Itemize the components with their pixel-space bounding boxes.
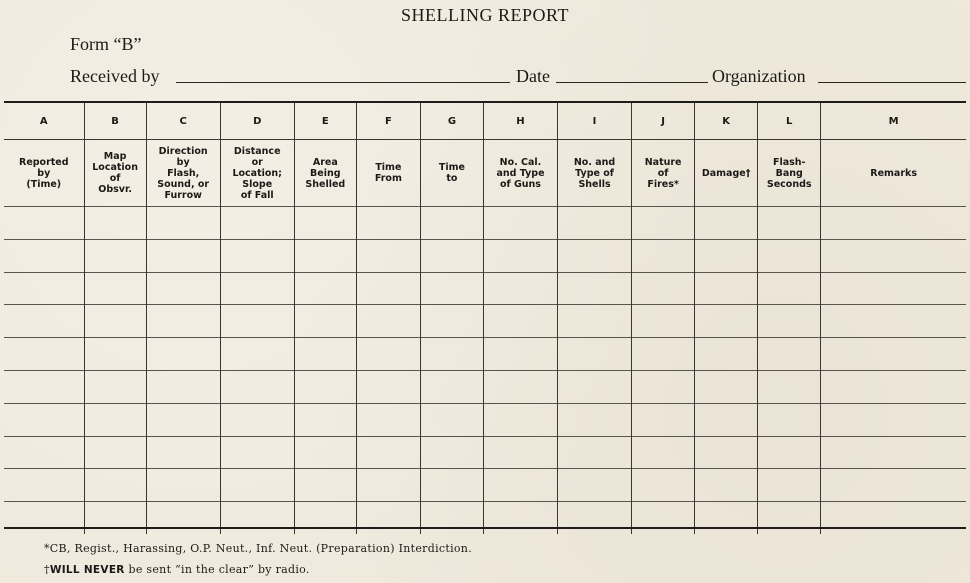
column-header-label: Direction by Flash, Sound, or Furrow [157,145,210,201]
organization-label: Organization [712,66,806,86]
entry-cell[interactable] [558,403,632,436]
entry-cell[interactable] [294,469,356,502]
entry-cell[interactable] [84,338,146,371]
entry-cell[interactable] [558,207,632,240]
entry-cell[interactable] [758,338,821,371]
column-header [84,140,146,207]
entry-cell[interactable] [558,370,632,403]
entry-cell[interactable] [220,403,294,436]
entry-cell[interactable] [146,305,220,338]
column-header-label: Reported by (Time) [19,156,69,190]
entry-cell[interactable] [4,436,84,469]
entry-cell[interactable] [146,436,220,469]
column-header-label: Flash- Bang Seconds [766,156,812,190]
entry-cell[interactable] [632,436,695,469]
footnote-radio-emphasis: WILL NEVER [49,564,125,576]
entry-cell[interactable] [146,272,220,305]
entry-cell[interactable] [558,502,632,534]
column-header-label: Damage† [701,167,751,179]
entry-cell[interactable] [695,305,758,338]
entry-cell[interactable] [220,338,294,371]
entry-cell[interactable] [84,436,146,469]
column-header [4,140,84,207]
entry-cell[interactable] [483,502,557,534]
entry-cell[interactable] [695,502,758,534]
entry-row [4,403,966,436]
entry-row [4,207,966,240]
page-title: SHELLING REPORT [401,5,569,25]
dagger-symbol: † [44,563,50,576]
entry-cell[interactable] [420,305,483,338]
entry-row [4,469,966,502]
entry-cell[interactable] [821,403,966,436]
entry-cell[interactable] [758,239,821,272]
entry-cell[interactable] [294,338,356,371]
column-header [420,140,483,207]
entry-cell[interactable] [4,370,84,403]
entry-cell[interactable] [356,469,420,502]
column-header-label: Remarks [870,167,917,179]
entry-cell[interactable] [821,469,966,502]
entry-cell[interactable] [146,469,220,502]
entry-cell[interactable] [294,272,356,305]
entry-cell[interactable] [483,305,557,338]
column-letters-row [4,103,966,140]
entry-cell[interactable] [420,338,483,371]
entry-cell[interactable] [84,239,146,272]
entry-cell[interactable] [146,370,220,403]
entry-row [4,502,966,534]
entry-cell[interactable] [695,436,758,469]
column-header [294,140,356,207]
entry-cell[interactable] [220,502,294,534]
entry-cell[interactable] [220,272,294,305]
entry-cell[interactable] [821,502,966,534]
column-letter: H [483,103,557,140]
column-header-label: Map Location of Obsvr. [92,151,138,195]
entry-cell[interactable] [4,272,84,305]
entry-cell[interactable] [821,207,966,240]
entry-cell[interactable] [4,338,84,371]
entry-cell[interactable] [420,502,483,534]
entry-cell[interactable] [632,272,695,305]
entry-cell[interactable] [84,469,146,502]
entry-cell[interactable] [294,207,356,240]
entry-cell[interactable] [758,403,821,436]
entry-cell[interactable] [220,436,294,469]
entry-cell[interactable] [483,370,557,403]
column-letter: B [84,103,146,140]
received-by-field[interactable] [176,82,510,83]
column-header [821,140,966,207]
column-header-label: No. Cal. and Type of Guns [496,156,545,190]
entry-cell[interactable] [220,207,294,240]
entry-cell[interactable] [632,338,695,371]
table-bottom-rule [4,527,966,529]
column-header-label: Nature of Fires* [644,156,682,190]
entry-cell[interactable] [420,370,483,403]
column-header [632,140,695,207]
column-letter: G [420,103,483,140]
organization-field[interactable] [818,82,966,83]
column-letter: A [39,115,48,127]
entry-cell[interactable] [146,338,220,371]
entry-cell[interactable] [84,305,146,338]
entry-cell[interactable] [483,272,557,305]
form-label: Form “B” [70,34,142,54]
entry-cell[interactable] [632,502,695,534]
entry-cell[interactable] [420,272,483,305]
entry-cell[interactable] [146,239,220,272]
entry-cell[interactable] [356,305,420,338]
entry-cell[interactable] [356,436,420,469]
entry-cell[interactable] [356,370,420,403]
entry-cell[interactable] [84,370,146,403]
entry-cell[interactable] [758,436,821,469]
entry-row [4,272,966,305]
entry-cell[interactable] [483,338,557,371]
entry-cell[interactable] [84,272,146,305]
entry-cell[interactable] [483,436,557,469]
entry-cell[interactable] [821,338,966,371]
entry-cell[interactable] [294,436,356,469]
entry-cell[interactable] [294,403,356,436]
entry-row [4,338,966,371]
entry-cell[interactable] [695,469,758,502]
entry-cell[interactable] [558,272,632,305]
column-header [220,140,294,207]
column-header [146,140,220,207]
entry-cell[interactable] [356,502,420,534]
entry-cell[interactable] [220,239,294,272]
column-letter: E [294,103,356,140]
footnote-nature-of-fires: *CB, Regist., Harassing, O.P. Neut., Inf. Neut. (Preparation) Interdiction. [44,542,472,555]
column-header-label: Time to [438,162,465,184]
entry-cell[interactable] [632,469,695,502]
entry-cell[interactable] [632,305,695,338]
column-header [558,140,632,207]
column-header [758,140,821,207]
column-letter: F [356,103,420,140]
entry-cell[interactable] [758,469,821,502]
entry-cell[interactable] [4,305,84,338]
entry-cell[interactable] [821,370,966,403]
entry-cell[interactable] [695,403,758,436]
entry-cell[interactable] [420,403,483,436]
entry-cell[interactable] [758,305,821,338]
entry-cell[interactable] [4,502,84,534]
column-letter: K [695,103,758,140]
column-letter: M [821,103,966,140]
entry-cell[interactable] [420,239,483,272]
shelling-report-table [4,103,966,534]
entry-cell[interactable] [632,207,695,240]
entry-cell[interactable] [695,239,758,272]
entry-cell[interactable] [420,436,483,469]
entry-cell[interactable] [821,436,966,469]
entry-row [4,436,966,469]
entry-cell[interactable] [632,239,695,272]
entry-cell[interactable] [758,207,821,240]
entry-row [4,239,966,272]
entry-cell[interactable] [558,239,632,272]
entry-cell[interactable] [356,403,420,436]
column-letter: C [146,103,220,140]
column-header-label: Time From [374,162,402,184]
entry-cell[interactable] [758,370,821,403]
entry-cell[interactable] [821,305,966,338]
entry-cell[interactable] [4,239,84,272]
entry-cell[interactable] [695,207,758,240]
entry-cell[interactable] [356,239,420,272]
entry-cell[interactable] [4,403,84,436]
entry-cell[interactable] [420,207,483,240]
entry-cell[interactable] [294,370,356,403]
entry-cell[interactable] [483,469,557,502]
entry-cell[interactable] [84,207,146,240]
entry-cell[interactable] [4,469,84,502]
entry-cell[interactable] [84,403,146,436]
column-header-label: Distance or Location; Slope of Fall [232,145,282,201]
footnote-radio-text: be sent “in the clear” by radio. [124,563,310,576]
entry-cell[interactable] [758,272,821,305]
entry-cell[interactable] [294,239,356,272]
column-header [695,140,758,207]
footnote-radio [44,563,310,576]
column-letter: L [758,103,821,140]
entry-row [4,305,966,338]
column-letter: D [220,103,294,140]
entry-cell[interactable] [483,403,557,436]
column-header [483,140,557,207]
column-letter: J [632,103,695,140]
entry-cell[interactable] [758,502,821,534]
entry-cell[interactable] [294,305,356,338]
column-letter: I [558,103,632,140]
column-header [356,140,420,207]
column-header-label: Area Being Shelled [305,156,346,190]
entry-cell[interactable] [695,370,758,403]
column-headers-row [4,140,966,207]
entry-cell[interactable] [146,207,220,240]
entry-cell[interactable] [632,370,695,403]
entry-cell[interactable] [558,305,632,338]
entry-cell[interactable] [356,207,420,240]
entry-cell[interactable] [558,469,632,502]
entry-cell[interactable] [146,403,220,436]
entry-cell[interactable] [146,502,220,534]
entry-cell[interactable] [220,370,294,403]
entry-cell[interactable] [483,207,557,240]
received-by-label: Received by [70,66,160,86]
entry-cell[interactable] [558,436,632,469]
entry-cell[interactable] [821,239,966,272]
entry-cell[interactable] [356,272,420,305]
date-label: Date [516,66,550,86]
entry-cell[interactable] [4,207,84,240]
entry-cell[interactable] [356,338,420,371]
entry-cell[interactable] [294,502,356,534]
date-field[interactable] [556,82,708,83]
entry-cell[interactable] [220,469,294,502]
entry-cell[interactable] [821,272,966,305]
column-header-label: No. and Type of Shells [573,156,616,190]
entry-cell[interactable] [558,338,632,371]
entry-cell[interactable] [220,305,294,338]
entry-cell[interactable] [84,502,146,534]
entry-cell[interactable] [632,403,695,436]
entry-cell[interactable] [483,239,557,272]
entry-cell[interactable] [695,338,758,371]
entry-cell[interactable] [420,469,483,502]
entry-row [4,370,966,403]
entry-cell[interactable] [695,272,758,305]
